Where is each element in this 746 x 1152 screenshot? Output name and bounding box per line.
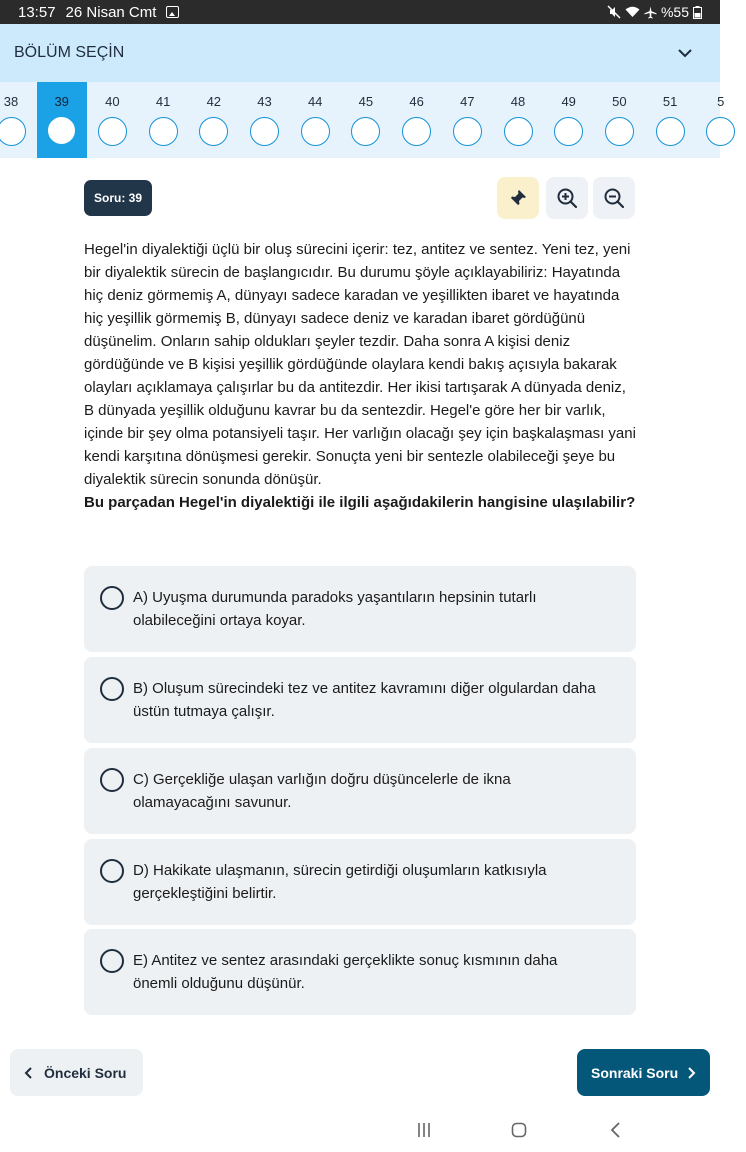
chevron-right-icon [688,1067,696,1079]
pin-icon [508,188,528,208]
system-nav-bar [0,1108,720,1152]
home-icon[interactable] [511,1122,527,1138]
option-d-text: D) Hakikate ulaşmanın, sürecin getirdiği oluşumların katkısıyla gerçekleştiğini belirtir. [133,862,547,902]
question-status-circle[interactable] [554,117,583,146]
question-number-42[interactable] [189,82,239,158]
radio-e[interactable] [100,949,124,973]
question-status-circle[interactable] [98,117,127,146]
question-status-circle[interactable] [504,117,533,146]
question-number-label: 41 [155,94,171,109]
question-number-label: 46 [409,94,424,109]
airplane-icon [644,6,657,19]
question-number-label: 47 [460,94,475,109]
gallery-notification-icon [166,6,179,18]
option-c[interactable] [84,748,636,834]
question-number-46[interactable] [392,82,442,158]
battery-text: %55 [660,4,689,20]
question-number-strip [0,82,725,158]
question-status-circle[interactable] [149,117,178,146]
status-time: 13:57 [18,3,56,21]
back-icon[interactable] [609,1122,621,1138]
question-status-circle[interactable] [301,117,330,146]
question-prompt: Bu parçadan Hegel'in diyalektiği ile ilgili aşağıdakilerin hangisine ulaşılabilir? [84,494,636,511]
option-a-text: A) Uyuşma durumunda paradoks yaşantıların hepsinin tutarlı olabileceğini ortaya koyar. [133,589,537,629]
option-b-text: B) Oluşum sürecindeki tez ve antitez kavramını diğer olgulardan daha üstün tutmaya çalışır. [133,680,596,720]
next-question-label: Sonraki Soru [591,1064,679,1081]
question-status-circle[interactable] [402,117,431,146]
question-text [84,238,636,514]
recent-apps-icon[interactable] [416,1122,432,1138]
question-number-49[interactable] [544,82,594,158]
option-b[interactable] [84,657,636,743]
question-number-label: 39 [54,94,69,109]
question-status-circle[interactable] [250,117,279,146]
question-number-48[interactable] [493,82,543,158]
question-number-43[interactable] [240,82,290,158]
radio-a[interactable] [100,586,124,610]
question-paragraph: Hegel'in diyalektiği üçlü bir oluş sürecini içerir: tez, antitez ve sentez. Yeni tez, yeni bir diyalektik sürecin de başlangıcıdır. Bu durumu şöyle açıklayabiliriz: Hayatında hiç deniz görmemiş A, dünyayı sadece karadan ve yeşillikten ibaret ve hayatında hiç yeşillik görmemiş B, dünyayı sadece deniz ve karadan ibaret gördüğünü düşünelim. Onların sahip oldukları şeyler tezdir. Daha sonra A kişisi deniz gördüğünde ve B kişisi yeşillik gördüğünde olaylara kendi bakış açısıyla bakarak olayları açıklamaya çalışırlar bu da antitezdir. Her ikisi tartışarak A dünyada deniz, B dünyada yeşillik olduğunu kavrar bu da sentezdir. Hegel'e göre her bir varlık, içinde bir şey olma potansiyeli taşır. Her varlığın olacağı şey için başkalaşması yani kendi karşıtına dönüşmesi gerekir. Sonuçta yeni bir sentezle olabileceği şeye bu diyalektik sürecin sonunda dönüşür. [84,241,636,488]
radio-c[interactable] [100,768,124,792]
chevron-down-icon [678,49,692,58]
question-status-circle[interactable] [0,117,26,146]
status-bar [0,0,720,24]
question-number-41[interactable] [138,82,188,158]
question-number-5[interactable] [696,82,746,158]
question-number-label: 42 [206,94,222,109]
question-status-circle[interactable] [656,117,685,146]
previous-question-label: Önceki Soru [44,1064,127,1081]
zoom-in-icon [556,187,578,209]
option-a[interactable] [84,566,636,652]
mute-icon [607,5,621,19]
question-number-47[interactable] [442,82,492,158]
zoom-out-icon [603,187,625,209]
question-number-label: 40 [105,94,120,109]
status-date: 26 Nisan Cmt [65,3,157,21]
question-number-label: 5 [717,94,725,109]
question-number-label: 48 [510,94,526,109]
question-number-45[interactable] [341,82,391,158]
pin-button[interactable] [497,177,539,219]
section-selector[interactable] [0,24,720,82]
question-navigation [0,1040,720,1102]
question-number-label: 45 [358,94,374,109]
radio-d[interactable] [100,859,124,883]
question-number-label: 43 [257,94,272,109]
battery-icon [693,6,702,19]
question-status-circle[interactable] [706,117,735,146]
question-number-label: 38 [3,94,19,109]
option-c-text: C) Gerçekliğe ulaşan varlığın doğru düşüncelerle de ikna olamayacağını savunur. [133,771,511,811]
question-number-38[interactable] [0,82,36,158]
option-e-text: E) Antitez ve sentez arasındaki gerçeklikte sonuç kısmının daha önemli olduğunu düşünür. [133,952,558,992]
zoom-out-button[interactable] [593,177,635,219]
question-status-circle[interactable] [605,117,634,146]
question-number-40[interactable] [87,82,137,158]
question-status-circle[interactable] [453,117,482,146]
question-number-51[interactable] [645,82,695,158]
zoom-in-button[interactable] [546,177,588,219]
question-number-39[interactable] [37,82,87,158]
option-e[interactable] [84,929,636,1015]
question-number-label: 50 [612,94,627,109]
question-number-50[interactable] [594,82,644,158]
question-status-circle[interactable] [48,117,75,144]
chevron-left-icon [24,1067,32,1079]
question-number-label: 44 [307,94,323,109]
next-question-button[interactable] [577,1049,710,1096]
question-number-label: 51 [662,94,678,109]
question-status-circle[interactable] [199,117,228,146]
previous-question-button[interactable] [10,1049,143,1096]
question-badge: Soru: 39 [84,180,152,216]
question-number-44[interactable] [290,82,340,158]
question-status-circle[interactable] [351,117,380,146]
question-number-label: 49 [561,94,576,109]
wifi-icon [625,6,640,18]
option-d[interactable] [84,839,636,925]
radio-b[interactable] [100,677,124,701]
section-label: BÖLÜM SEÇİN [14,44,125,61]
